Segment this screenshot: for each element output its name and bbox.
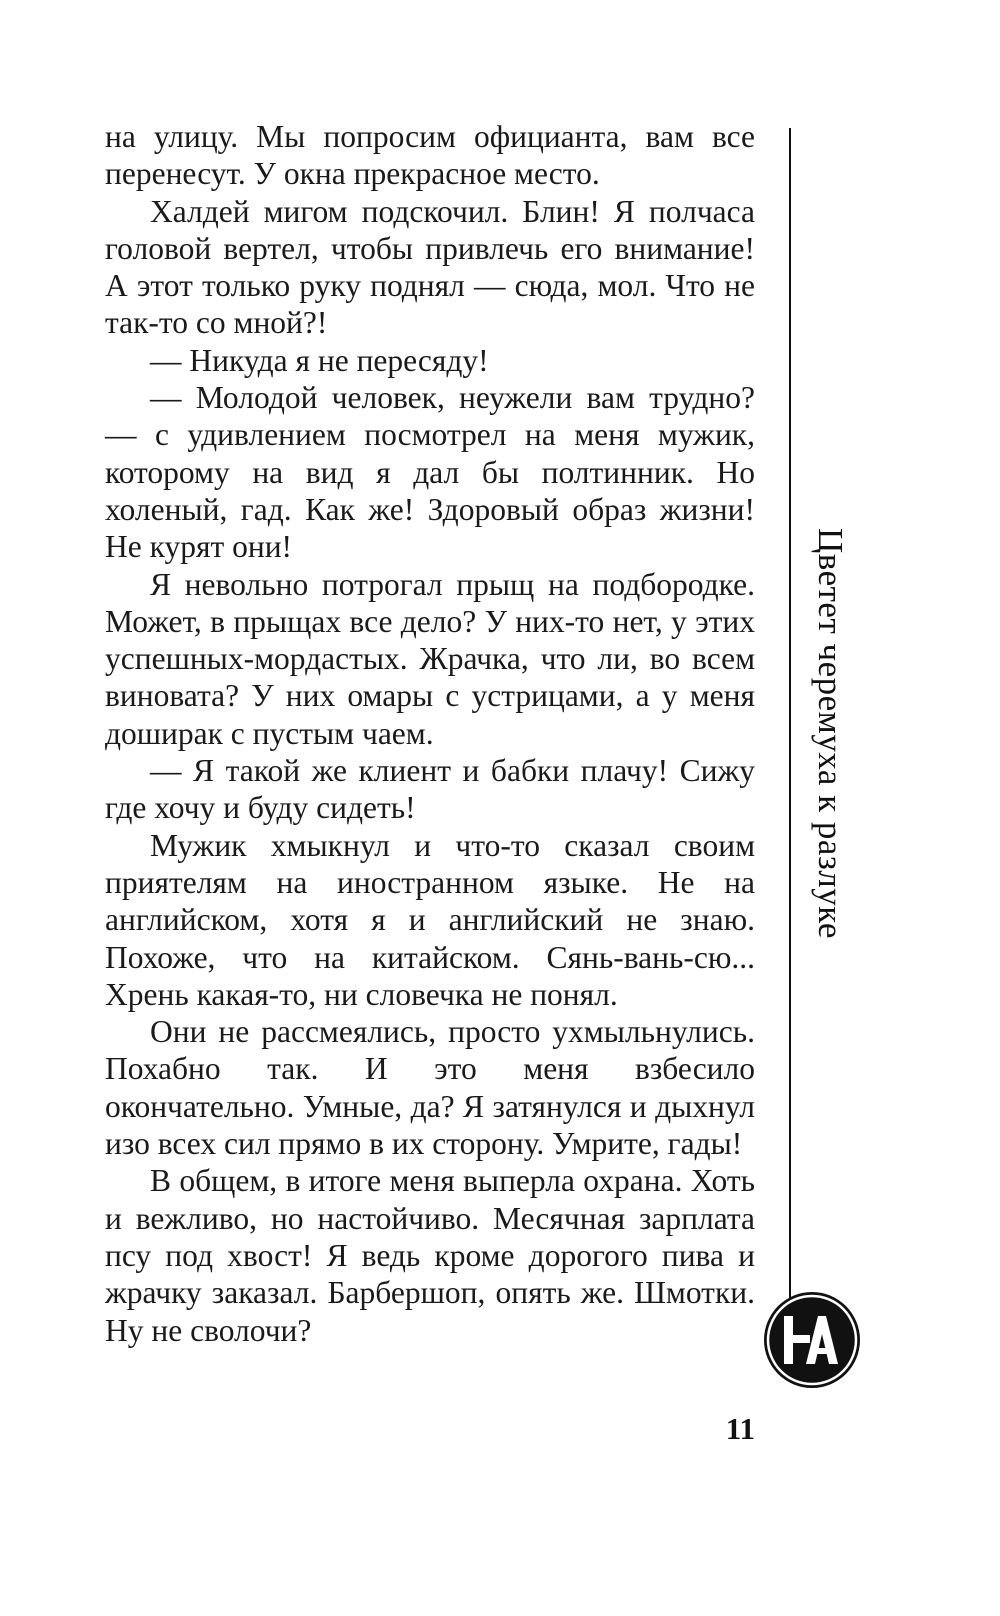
running-title: Цветет черемуха к разлуке	[811, 528, 850, 939]
page-number: 11	[725, 1411, 755, 1446]
paragraph: на улицу. Мы попросим официанта, вам все перенесут. У окна прекрасное место.	[105, 119, 755, 192]
paragraph: Халдей мигом подскочил. Блин! Я полчаса головой вертел, чтобы привлечь его внимание! А этот только руку поднял — сюда, мол. Что не так-то со мной?!	[105, 193, 755, 341]
publisher-logo-icon	[762, 1290, 862, 1390]
paragraph: — Молодой человек, неужели вам трудно? — с удивлением посмотрел на меня мужик, которому на вид я дал бы полтинник. Но холеный, гад. Как же! Здоровый образ жизни! Не курят они!	[105, 380, 755, 565]
paragraph: В общем, в итоге меня выперла охрана. Хоть и вежливо, но настойчиво. Месячная зарплата псу под хвост! Я ведь кроме дорогого пива и жрачку заказал. Барбершоп, опять же. Шмотки. Ну не сволочи?	[105, 1163, 755, 1348]
paragraph: — Никуда я не пересяду!	[150, 342, 489, 378]
paragraph: Они не рассмеялись, просто ухмыльнулись. Похабно так. И это меня взбесило окончательно. Умные, да? Я затянулся и дыхнул изо всех сил прямо в их сторону. Умрите, гады!	[105, 1014, 755, 1162]
paragraph: Я невольно потрогал прыщ на подбородке. Может, в прыщах все дело? У них-то нет, у этих успешных-мордастых. Жрачка, что ли, во всем виновата? У них омары с устрицами, а у меня доширак с пустым чаем.	[105, 566, 755, 751]
paragraph: — Я такой же клиент и бабки плачу! Сижу где хочу и буду сидеть!	[105, 753, 755, 826]
paragraph: Мужик хмыкнул и что-то сказал своим приятелям на иностранном языке. Не на английском, хотя я и английский не знаю. Похоже, что на китайском. Сянь-вань-сю... Хрень какая-то, ни словечка не понял.	[105, 827, 755, 1012]
vertical-rule	[789, 128, 791, 1298]
body-text	[105, 118, 755, 1349]
